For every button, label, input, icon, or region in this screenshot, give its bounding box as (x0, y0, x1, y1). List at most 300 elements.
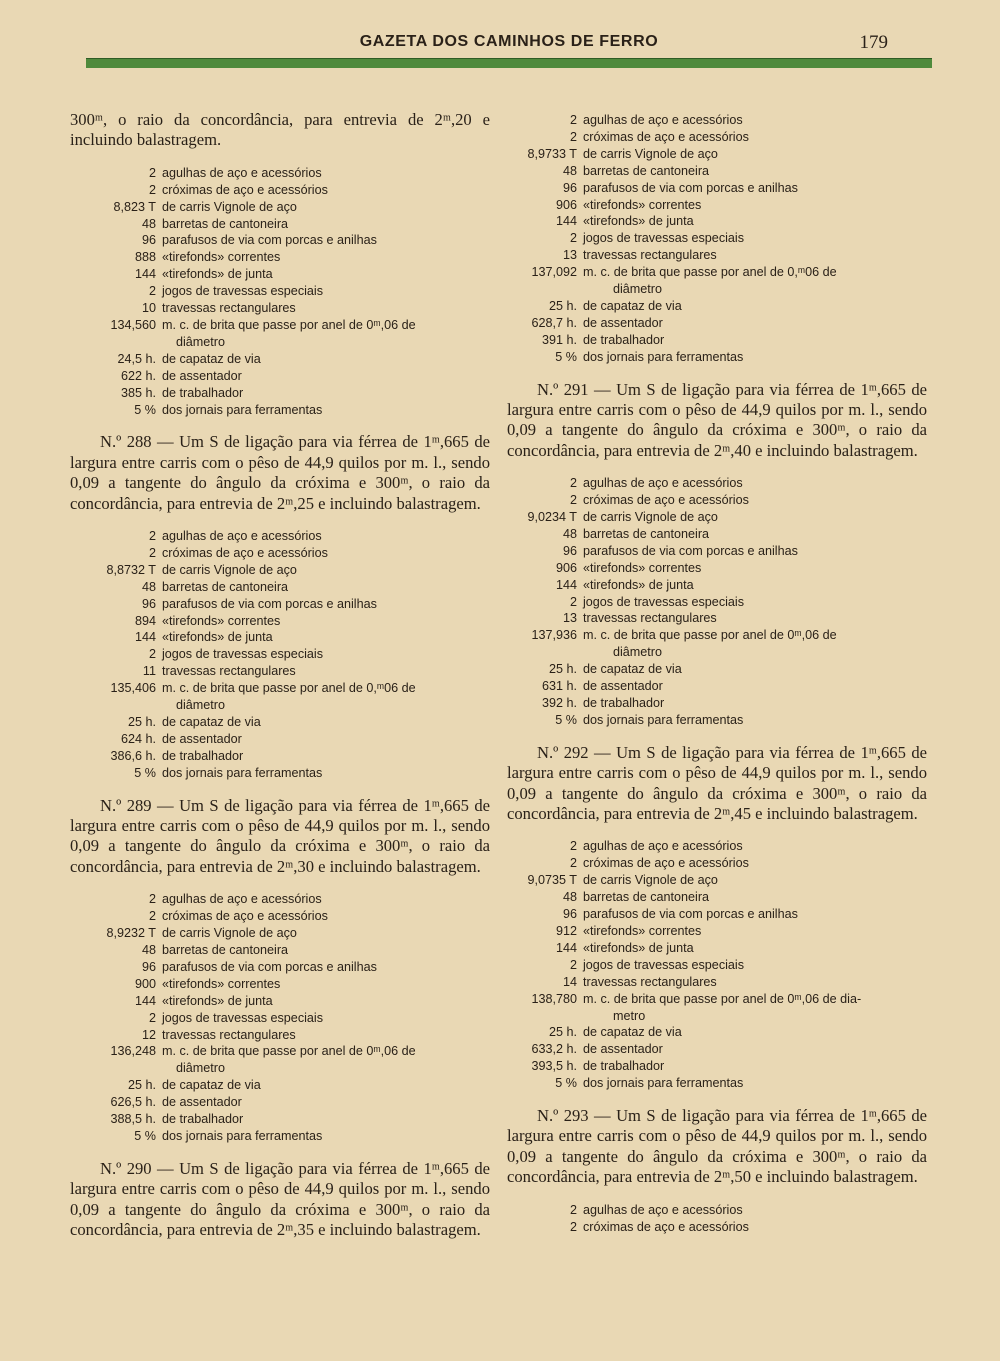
item-quantity: 48 (562, 526, 577, 541)
list-item (70, 1027, 490, 1044)
list-item (507, 230, 927, 247)
item-description: de capataz de via (162, 1078, 261, 1093)
item-description: barretas de cantoneira (583, 890, 710, 905)
item-quantity: 13 (562, 248, 577, 263)
item-description: m. c. de brita que passe por anel de 0ᵐ,06 de (583, 628, 837, 643)
item-description: travessas rectangulares (583, 974, 717, 989)
item-quantity: 2 (148, 529, 156, 544)
item-description: parafusos de via com porcas e anilhas (583, 180, 798, 195)
item-description: dos jornais para ferramentas (583, 1076, 744, 1091)
item-quantity: 888 (134, 250, 156, 265)
item-quantity: 2 (569, 856, 577, 871)
item-description: jogos de travessas especiais (162, 284, 324, 299)
item-quantity: 137,092 (531, 265, 577, 280)
list-item (70, 959, 490, 976)
list-item (507, 492, 927, 509)
item-description: jogos de travessas especiais (583, 594, 745, 609)
item-description: agulhas de aço e acessórios (583, 113, 743, 127)
item-description: «tirefonds» correntes (162, 976, 281, 991)
item-description: cróximas de aço e acessórios (162, 545, 328, 560)
item-quantity: 25 h. (127, 715, 156, 729)
list-item (70, 232, 490, 249)
item-description: barretas de cantoneira (583, 163, 710, 178)
list-item (70, 993, 490, 1010)
item-description: «tirefonds» de junta (162, 630, 273, 645)
spec-paragraph (507, 1106, 927, 1188)
item-quantity: 144 (134, 267, 156, 282)
item-quantity: 8,9733 T (527, 146, 577, 161)
paragraph-text: N.º 291 — Um S de ligação para via férrea de 1ᵐ,665 de largura entre carris com o pêso de 44,9 quilos por m. l., sendo 0,09 a tangente do ângulo da cróxima e 300ᵐ, o raio da concordância, para entrevia de 2ᵐ,40 e incluindo balastragem. (507, 379, 927, 460)
item-quantity: 11 (142, 664, 156, 679)
list-item (70, 1128, 490, 1145)
item-quantity: 5 % (555, 349, 577, 364)
list-item (70, 528, 490, 545)
list-item (70, 249, 490, 266)
list-item (507, 315, 927, 332)
item-quantity: 633,2 h. (531, 1042, 577, 1057)
item-description: parafusos de via com porcas e anilhas (583, 543, 798, 558)
item-quantity: 5 % (134, 402, 156, 417)
materials-list (507, 838, 927, 1092)
list-item (507, 838, 927, 855)
list-item (507, 644, 927, 661)
paragraph-text: N.º 293 — Um S de ligação para via férrea de 1ᵐ,665 de largura entre carris com o pêso de 44,9 quilos por m. l., sendo 0,09 a tangente do ângulo da cróxima e 300ᵐ, o raio da concordância, para entrevia de 2ᵐ,50 e incluindo balastragem. (507, 1106, 927, 1187)
item-description: jogos de travessas especiais (162, 1010, 324, 1025)
item-description: diâmetro (176, 1061, 225, 1076)
item-description: travessas rectangulares (162, 301, 296, 316)
item-description: parafusos de via com porcas e anilhas (162, 959, 377, 974)
item-description: agulhas de aço e acessórios (162, 892, 322, 907)
item-quantity: 8,8732 T (106, 562, 156, 577)
item-description: agulhas de aço e acessórios (162, 165, 322, 180)
item-quantity: 388,5 h. (110, 1112, 156, 1127)
item-description: «tirefonds» de junta (162, 993, 273, 1008)
item-description: travessas rectangulares (162, 1027, 296, 1042)
item-description: barretas de cantoneira (162, 579, 289, 594)
page-number: 179 (859, 32, 888, 53)
list-item (507, 991, 927, 1008)
item-description: diâmetro (176, 334, 225, 349)
item-quantity: 136,248 (110, 1044, 156, 1059)
item-quantity: 391 h. (541, 332, 577, 347)
item-quantity: 96 (141, 596, 156, 611)
item-quantity: 25 h. (127, 1078, 156, 1093)
item-quantity: 96 (562, 907, 577, 922)
item-quantity: 622 h. (120, 368, 156, 383)
item-quantity: 2 (148, 909, 156, 924)
list-item (507, 627, 927, 644)
list-item (70, 216, 490, 233)
list-item (507, 1202, 927, 1219)
item-quantity: 144 (134, 630, 156, 645)
list-item (70, 579, 490, 596)
list-item (507, 281, 927, 298)
item-description: dos jornais para ferramentas (162, 765, 323, 780)
list-item (507, 247, 927, 264)
list-item (507, 213, 927, 230)
item-description: travessas rectangulares (583, 248, 717, 263)
list-item (507, 712, 927, 729)
item-quantity: 48 (141, 216, 156, 231)
list-item (507, 475, 927, 492)
item-description: de trabalhador (162, 385, 244, 400)
item-quantity: 144 (555, 940, 577, 955)
item-quantity: 14 (562, 974, 577, 989)
item-quantity (70, 697, 162, 714)
item-description: de capataz de via (162, 715, 261, 729)
item-quantity: 48 (562, 890, 577, 905)
item-quantity: 144 (555, 214, 577, 229)
item-description: «tirefonds» correntes (583, 923, 702, 938)
list-item (507, 560, 927, 577)
paragraph-text: N.º 289 — Um S de ligação para via férrea de 1ᵐ,665 de largura entre carris com o pêso de 44,9 quilos por m. l., sendo 0,09 a tangente do ângulo da cróxima e 300ᵐ, o raio da concordância, para entrevia de 2ᵐ,30 e incluindo balastragem. (70, 795, 490, 876)
item-quantity: 48 (141, 942, 156, 957)
list-item (507, 1058, 927, 1075)
item-description: cróximas de aço e acessórios (583, 493, 749, 508)
list-item (70, 1043, 490, 1060)
item-description: cróximas de aço e acessórios (583, 1219, 749, 1234)
item-quantity: 2 (569, 594, 577, 609)
item-description: cróximas de aço e acessórios (162, 182, 328, 197)
item-description: parafusos de via com porcas e anilhas (162, 233, 377, 248)
item-description: «tirefonds» de junta (583, 940, 694, 955)
item-quantity: 2 (148, 284, 156, 299)
item-description: barretas de cantoneira (583, 526, 710, 541)
list-item (507, 1008, 927, 1025)
item-quantity: 8,9232 T (106, 926, 156, 941)
item-description: de carris Vignole de aço (583, 146, 718, 161)
item-quantity (70, 334, 162, 351)
list-item (507, 923, 927, 940)
item-description: «tirefonds» correntes (162, 250, 281, 265)
item-quantity: 96 (562, 180, 577, 195)
left-column (70, 110, 490, 1254)
list-item (507, 197, 927, 214)
list-item (70, 942, 490, 959)
list-item (70, 714, 490, 731)
item-description: metro (613, 1008, 646, 1023)
item-description: «tirefonds» de junta (583, 214, 694, 229)
item-quantity: 5 % (555, 712, 577, 727)
item-quantity: 144 (555, 577, 577, 592)
item-description: parafusos de via com porcas e anilhas (162, 596, 377, 611)
item-quantity: 2 (569, 1219, 577, 1234)
list-item (70, 925, 490, 942)
item-description: «tirefonds» correntes (162, 613, 281, 628)
list-item (507, 1041, 927, 1058)
list-item (70, 748, 490, 765)
item-quantity: 96 (141, 959, 156, 974)
item-quantity: 8,823 T (113, 199, 156, 214)
list-item (507, 129, 927, 146)
item-description: de trabalhador (583, 1059, 665, 1074)
item-quantity: 9,0234 T (527, 510, 577, 525)
item-description: de assentador (583, 679, 663, 694)
item-description: cróximas de aço e acessórios (583, 129, 749, 144)
list-item (70, 596, 490, 613)
list-item (70, 680, 490, 697)
item-description: de capataz de via (583, 298, 682, 313)
list-item (70, 891, 490, 908)
list-item (70, 283, 490, 300)
item-description: agulhas de aço e acessórios (583, 839, 743, 854)
item-quantity: 25 h. (548, 662, 577, 677)
list-item (507, 1024, 927, 1041)
item-description: de capataz de via (583, 1025, 682, 1040)
spec-paragraph (70, 1159, 490, 1241)
list-item (70, 976, 490, 993)
list-item (507, 678, 927, 695)
item-quantity: 393,5 h. (531, 1059, 577, 1074)
item-description: dos jornais para ferramentas (583, 712, 744, 727)
list-item (70, 1111, 490, 1128)
item-description: diâmetro (613, 645, 662, 660)
item-description: «tirefonds» de junta (583, 577, 694, 592)
item-description: «tirefonds» de junta (162, 267, 273, 282)
list-item (70, 697, 490, 714)
item-quantity (70, 1060, 162, 1077)
item-quantity: 385 h. (120, 385, 156, 400)
item-quantity: 134,560 (110, 317, 156, 332)
list-item (70, 402, 490, 419)
item-quantity: 25 h. (548, 1025, 577, 1040)
item-quantity: 2 (148, 647, 156, 662)
item-description: de carris Vignole de aço (583, 510, 718, 525)
item-description: cróximas de aço e acessórios (583, 856, 749, 871)
item-quantity: 13 (562, 611, 577, 626)
item-description: m. c. de brita que passe por anel de 0ᵐ,06 de (162, 317, 416, 332)
item-quantity: 2 (148, 545, 156, 560)
item-quantity: 5 % (555, 1076, 577, 1091)
item-quantity (507, 281, 599, 298)
item-quantity: 48 (141, 579, 156, 594)
item-quantity: 2 (569, 493, 577, 508)
item-description: m. c. de brita que passe por anel de 0ᵐ,06 de dia- (583, 991, 862, 1006)
spec-paragraph (507, 743, 927, 825)
list-item (70, 351, 490, 368)
item-quantity: 135,406 (110, 681, 156, 696)
item-quantity: 894 (134, 613, 156, 628)
item-quantity: 2 (148, 1010, 156, 1025)
list-item (507, 940, 927, 957)
item-description: cróximas de aço e acessórios (162, 909, 328, 924)
list-item (507, 974, 927, 991)
item-description: de assentador (162, 731, 242, 746)
item-description: de assentador (583, 315, 663, 330)
item-description: de capataz de via (162, 351, 261, 366)
materials-list (507, 1202, 927, 1236)
list-item (507, 906, 927, 923)
list-item (70, 1077, 490, 1094)
list-item (507, 349, 927, 366)
list-item (507, 1075, 927, 1092)
paragraph-text: N.º 292 — Um S de ligação para via férrea de 1ᵐ,665 de largura entre carris com o pêso de 44,9 quilos por m. l., sendo 0,09 a tangente do ângulo da cróxima e 300ᵐ, o raio da concordância, para entrevia de 2ᵐ,45 e incluindo balastragem. (507, 742, 927, 824)
item-description: diâmetro (176, 698, 225, 713)
materials-list (70, 528, 490, 782)
list-item (70, 646, 490, 663)
paragraph-text: 300ᵐ, o raio da concordância, para entrevia de 2ᵐ,20 e incluindo balastragem. (70, 110, 490, 150)
item-description: de trabalhador (162, 1112, 244, 1127)
item-quantity: 626,5 h. (110, 1095, 156, 1110)
header-rule (86, 58, 932, 68)
spec-paragraph (70, 110, 490, 151)
item-description: de carris Vignole de aço (583, 873, 718, 888)
list-item (507, 298, 927, 315)
list-item (70, 199, 490, 216)
list-item (70, 1094, 490, 1111)
item-quantity: 2 (569, 231, 577, 246)
item-quantity: 48 (562, 163, 577, 178)
item-quantity: 138,780 (531, 991, 577, 1006)
list-item (507, 872, 927, 889)
item-description: de capataz de via (583, 662, 682, 677)
item-description: jogos de travessas especiais (162, 647, 324, 662)
list-item (507, 889, 927, 906)
list-item (507, 112, 927, 129)
item-description: de trabalhador (162, 748, 244, 763)
item-quantity: 2 (569, 129, 577, 144)
spec-paragraph (70, 796, 490, 878)
list-item (507, 509, 927, 526)
item-quantity: 2 (569, 113, 577, 127)
item-description: agulhas de aço e acessórios (162, 529, 322, 544)
item-quantity: 137,936 (531, 628, 577, 643)
list-item (70, 908, 490, 925)
list-item (507, 594, 927, 611)
list-item (70, 545, 490, 562)
item-description: de trabalhador (583, 332, 665, 347)
list-item (507, 264, 927, 281)
item-quantity: 12 (141, 1027, 156, 1042)
list-item (507, 661, 927, 678)
item-quantity: 96 (141, 233, 156, 248)
item-description: travessas rectangulares (583, 611, 717, 626)
list-item (70, 1060, 490, 1077)
item-quantity (507, 644, 599, 661)
item-description: de carris Vignole de aço (162, 199, 297, 214)
paragraph-text: N.º 290 — Um S de ligação para via férrea de 1ᵐ,665 de largura entre carris com o pêso de 44,9 quilos por m. l., sendo 0,09 a tangente do ângulo da cróxima e 300ᵐ, o raio da concordância, para entrevia de 2ᵐ,35 e incluindo balastragem. (70, 1158, 490, 1240)
list-item (507, 577, 927, 594)
list-item (507, 695, 927, 712)
item-quantity: 2 (148, 892, 156, 907)
list-item (70, 368, 490, 385)
list-item (507, 855, 927, 872)
list-item (70, 562, 490, 579)
item-description: dos jornais para ferramentas (583, 349, 744, 364)
list-item (507, 332, 927, 349)
right-column (507, 112, 927, 1249)
item-description: «tirefonds» correntes (583, 197, 702, 212)
journal-title: GAZETA DOS CAMINHOS DE FERRO (359, 33, 659, 50)
item-quantity: 2 (569, 476, 577, 491)
item-quantity: 2 (148, 182, 156, 197)
item-quantity: 631 h. (541, 679, 577, 694)
list-item (507, 180, 927, 197)
spec-paragraph (70, 432, 490, 514)
list-item (70, 765, 490, 782)
list-item (70, 300, 490, 317)
list-item (507, 1219, 927, 1236)
list-item (70, 266, 490, 283)
materials-list (507, 475, 927, 729)
list-item (507, 146, 927, 163)
item-description: m. c. de brita que passe por anel de 0ᵐ,06 de (162, 1044, 416, 1059)
item-description: de carris Vignole de aço (162, 926, 297, 941)
list-item (70, 334, 490, 351)
materials-list (70, 165, 490, 419)
list-item (507, 610, 927, 627)
item-description: dos jornais para ferramentas (162, 1128, 323, 1143)
item-description: de assentador (583, 1042, 663, 1057)
item-description: travessas rectangulares (162, 664, 296, 679)
item-description: jogos de travessas especiais (583, 957, 745, 972)
item-description: barretas de cantoneira (162, 942, 289, 957)
materials-list (70, 891, 490, 1145)
list-item (507, 543, 927, 560)
list-item (70, 613, 490, 630)
item-quantity: 628,7 h. (531, 315, 577, 330)
item-description: barretas de cantoneira (162, 216, 289, 231)
item-description: parafusos de via com porcas e anilhas (583, 907, 798, 922)
item-quantity: 25 h. (548, 298, 577, 313)
list-item (70, 317, 490, 334)
item-description: agulhas de aço e acessórios (583, 476, 743, 491)
item-description: jogos de travessas especiais (583, 231, 745, 246)
item-quantity: 912 (555, 923, 577, 938)
item-quantity: 2 (148, 165, 156, 180)
item-description: de assentador (162, 1095, 242, 1110)
list-item (70, 182, 490, 199)
item-quantity: 900 (134, 976, 156, 991)
list-item (70, 731, 490, 748)
item-description: diâmetro (613, 282, 662, 297)
item-quantity: 386,6 h. (110, 748, 156, 763)
item-quantity: 624 h. (120, 731, 156, 746)
item-description: de trabalhador (583, 696, 665, 710)
list-item (507, 957, 927, 974)
item-description: de assentador (162, 368, 242, 383)
item-quantity: 10 (141, 301, 156, 316)
item-description: m. c. de brita que passe por anel de 0,ᵐ06 de (583, 265, 837, 280)
list-item (70, 385, 490, 402)
item-description: de carris Vignole de aço (162, 562, 297, 577)
item-quantity: 5 % (134, 1128, 156, 1143)
item-quantity: 144 (134, 993, 156, 1008)
item-quantity (507, 1008, 599, 1025)
item-quantity: 2 (569, 1202, 577, 1217)
materials-list (507, 112, 927, 366)
item-quantity: 906 (555, 197, 577, 212)
item-quantity: 96 (562, 543, 577, 558)
item-quantity: 392 h. (541, 696, 577, 710)
list-item (507, 526, 927, 543)
item-quantity: 2 (569, 839, 577, 854)
item-description: «tirefonds» correntes (583, 560, 702, 575)
item-quantity: 2 (569, 957, 577, 972)
list-item (70, 165, 490, 182)
item-quantity: 5 % (134, 765, 156, 780)
item-description: agulhas de aço e acessórios (583, 1202, 743, 1217)
page-header (86, 30, 932, 52)
item-description: dos jornais para ferramentas (162, 402, 323, 417)
list-item (70, 663, 490, 680)
item-quantity: 9,0735 T (527, 873, 577, 888)
list-item (70, 1010, 490, 1027)
item-quantity: 906 (555, 560, 577, 575)
item-quantity: 24,5 h. (117, 351, 156, 366)
list-item (70, 629, 490, 646)
list-item (507, 163, 927, 180)
